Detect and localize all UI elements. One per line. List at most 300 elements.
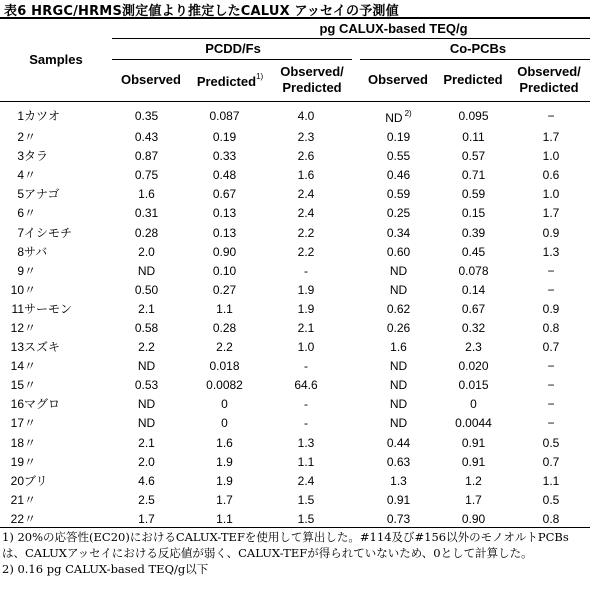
- pcb-observed-cell: [360, 491, 437, 510]
- row-number: 2: [17, 130, 24, 145]
- cell-value: −: [547, 397, 555, 412]
- unit-rule: [112, 38, 590, 39]
- cell-value: 0.39: [461, 225, 486, 240]
- pcdd-observed-cell: 0.58: [134, 320, 159, 335]
- pcdd-observed-cell: 0.87: [134, 149, 159, 164]
- cell-value: 1.7: [542, 130, 560, 145]
- pcb-observed-cell: [360, 376, 437, 395]
- pcb-ratio-cell: [510, 319, 590, 338]
- sample-name: 〃: [24, 378, 37, 393]
- column-gap: [348, 185, 360, 204]
- sample-name: カツオ: [24, 108, 61, 123]
- sample-name: スズキ: [24, 340, 61, 355]
- column-gap: [348, 395, 360, 414]
- pcdd-ratio-cell: 2.2: [297, 244, 315, 259]
- pcb-observed-cell: [360, 128, 437, 147]
- cell-value: ND: [389, 378, 408, 393]
- pcdd-predicted-cell: 0.33: [212, 149, 237, 164]
- pcdd-observed-cell: 0.43: [134, 130, 159, 145]
- pcb-ratio-cell: [510, 376, 590, 395]
- cell-value: ND: [389, 416, 408, 431]
- pcdd-predicted-cell: 1.6: [216, 435, 233, 450]
- pcb-predicted-cell: [437, 104, 510, 128]
- pcb-predicted-cell: [437, 147, 510, 166]
- bottom-rule: [0, 527, 590, 528]
- row-number: 13: [10, 340, 24, 355]
- pcdd-predicted-cell: 0: [221, 397, 228, 412]
- sample-name: マグロ: [24, 397, 61, 412]
- pcb-predicted-cell: [437, 338, 510, 357]
- pcdd-observed-cell: 1.7: [138, 511, 155, 526]
- pcb-predicted-cell: [437, 491, 510, 510]
- pcb-ratio-cell: [510, 243, 590, 262]
- pcdd-ratio-cell: 2.2: [297, 225, 315, 240]
- cell-value: 0.5: [542, 435, 560, 450]
- pcb-predicted-cell: [437, 414, 510, 433]
- pcdd-ratio-cell: 64.6: [294, 378, 318, 393]
- pcb-observed-cell: [360, 472, 437, 491]
- pcb-ratio-cell: [510, 147, 590, 166]
- pcdd-observed-cell: 2.0: [138, 454, 155, 469]
- pcdd-observed-cell: ND: [137, 359, 156, 374]
- pcdd-predicted-cell: 0.018: [209, 359, 240, 374]
- column-gap: [348, 414, 360, 433]
- cell-value: 0: [470, 397, 477, 412]
- cell-value: 0.32: [461, 320, 486, 335]
- cell-value: 0.7: [542, 454, 560, 469]
- pcb-observed-cell: [360, 243, 437, 262]
- pcb-ratio-cell: [510, 104, 590, 128]
- pcb-predicted-cell: [437, 223, 510, 242]
- table-row: [0, 338, 590, 357]
- footnote-2: 2) 0.16 pg CALUX-based TEQ/g以下: [2, 562, 209, 576]
- cell-value: ND: [389, 282, 408, 297]
- pcdd-ratio-cell: 2.3: [297, 130, 315, 145]
- cell-value: 0.71: [461, 168, 486, 183]
- top-rule: [0, 17, 590, 19]
- pcb-predicted-cell: [437, 472, 510, 491]
- pcdd-observed-cell: 0.35: [134, 108, 159, 123]
- cell-value: 0.63: [386, 454, 411, 469]
- pcb-ratio-cell: [510, 128, 590, 147]
- table-row: [0, 223, 590, 242]
- column-gap: [348, 281, 360, 300]
- pcdd-observed-cell: 0.31: [134, 206, 159, 221]
- pcdd-observed-cell: 0.53: [134, 378, 159, 393]
- row-number: 19: [10, 454, 24, 469]
- pcb-ratio-cell: [510, 472, 590, 491]
- sample-name: アナゴ: [24, 187, 60, 202]
- table-row: [0, 204, 590, 223]
- pcdd-ratio-line2: Predicted: [282, 80, 342, 95]
- cell-value: 1.1: [542, 473, 560, 488]
- cell-value: ND: [389, 263, 408, 278]
- cell-value: 0.55: [386, 149, 411, 164]
- pcdd-ratio-cell: 1.5: [297, 492, 315, 507]
- pcb-predicted-cell: [437, 395, 510, 414]
- pcb-observed-cell: [360, 453, 437, 472]
- pcdd-observed-cell: ND: [137, 416, 156, 431]
- pcb-observed-cell: [360, 281, 437, 300]
- pcdd-observed-cell: 2.0: [138, 244, 155, 259]
- cell-value: −: [547, 263, 555, 278]
- pcdd-observed-cell: 2.5: [138, 492, 155, 507]
- cell-value: 0.57: [461, 149, 486, 164]
- pcdd-ratio-cell: 1.6: [297, 168, 315, 183]
- cell-value: 0.26: [386, 320, 411, 335]
- pcb-predicted-cell: [437, 166, 510, 185]
- pcdd-group-header: PCDD/Fs: [205, 41, 261, 56]
- footnote-1: 1) 20%の応答性(EC20)におけるCALUX-TEFを使用して算出した。#114及び#156以外のモノオルトPCBsは、CALUXアッセイにおける反応値が弱く、CALUX-TEFが得られていないため、0として計算した。: [2, 530, 569, 560]
- pcdd-ratio-cell: 1.3: [297, 435, 315, 450]
- sample-name: 〃: [24, 492, 37, 507]
- cell-value: 0.59: [386, 187, 411, 202]
- cell-value: 0.90: [461, 511, 486, 526]
- unit-header: pg CALUX-based TEQ/g: [319, 21, 468, 36]
- sample-name: サバ: [24, 244, 48, 259]
- pcb-observed-cell: [360, 204, 437, 223]
- pcb-ratio-cell: [510, 300, 590, 319]
- pcdd-predicted-header: [190, 72, 270, 89]
- sample-name: 〃: [24, 263, 37, 278]
- sample-name: 〃: [24, 168, 37, 183]
- column-gap: [348, 128, 360, 147]
- row-number: 21: [10, 492, 24, 507]
- pcb-ratio-cell: [510, 434, 590, 453]
- column-gap: [348, 491, 360, 510]
- pcb-observed-cell: [360, 414, 437, 433]
- pcb-observed-cell: [360, 223, 437, 242]
- pcb-observed-cell: [360, 357, 437, 376]
- table-row: [0, 491, 590, 510]
- column-gap: [348, 357, 360, 376]
- pcdd-observed-cell: 0.28: [134, 225, 159, 240]
- pcdd-predicted-cell: 0.67: [212, 187, 237, 202]
- cell-value: −: [547, 378, 555, 393]
- pcb-ratio-cell: [510, 281, 590, 300]
- pcb-predicted-cell: [437, 319, 510, 338]
- pcdd-predicted-cell: 0.087: [209, 108, 240, 123]
- sample-name: 〃: [24, 454, 37, 469]
- pcdd-ratio-cell: 4.0: [297, 108, 315, 123]
- column-gap: [348, 434, 360, 453]
- row-number: 10: [10, 282, 24, 297]
- header-bottom-rule: [0, 101, 590, 102]
- pcb-ratio-cell: [510, 185, 590, 204]
- pcb-ratio-cell: [510, 204, 590, 223]
- cell-value: −: [547, 282, 555, 297]
- pcdd-predicted-cell: 0.27: [212, 282, 237, 297]
- pcdd-ratio-cell: -: [304, 416, 308, 431]
- pcb-ratio-cell: [510, 395, 590, 414]
- pcb-observed-header: Observed: [368, 72, 428, 87]
- cell-value: ND: [385, 111, 403, 125]
- pcb-ratio-cell: [510, 491, 590, 510]
- nd-footnote-marker: 2): [404, 109, 412, 118]
- sample-name: 〃: [24, 130, 37, 145]
- cell-value: 0.7: [542, 340, 560, 355]
- cell-value: 0.9: [542, 301, 560, 316]
- pcb-group-header: Co-PCBs: [449, 41, 507, 56]
- row-number: 14: [10, 359, 24, 374]
- cell-value: 0.0044: [455, 416, 492, 431]
- pcdd-predicted-cell: 0.19: [212, 130, 237, 145]
- table-row: [0, 414, 590, 433]
- cell-value: 0.59: [461, 187, 486, 202]
- sample-name: サーモン: [24, 301, 73, 316]
- cell-value: 0.73: [386, 511, 411, 526]
- pcdd-ratio-cell: 1.1: [297, 454, 315, 469]
- pcb-predicted-cell: [437, 243, 510, 262]
- cell-value: 0.5: [542, 492, 560, 507]
- pcb-ratio-cell: [510, 453, 590, 472]
- cell-value: 0.8: [542, 320, 560, 335]
- pcdd-observed-cell: 0.50: [134, 282, 159, 297]
- cell-value: 0.34: [386, 225, 411, 240]
- cell-value: −: [547, 416, 555, 431]
- pcdd-predicted-cell: 1.9: [216, 473, 233, 488]
- pcb-observed-cell: [360, 395, 437, 414]
- pcdd-observed-cell: 2.1: [138, 435, 155, 450]
- table-row: [0, 319, 590, 338]
- cell-value: −: [547, 108, 555, 123]
- pcdd-ratio-cell: 1.0: [297, 340, 315, 355]
- pcdd-predicted-cell: 0.10: [212, 263, 237, 278]
- sample-name: タラ: [24, 149, 49, 164]
- row-number: 18: [10, 435, 24, 450]
- pcdd-predicted-cell: 0.13: [212, 225, 237, 240]
- cell-value: 1.7: [542, 206, 560, 221]
- pcdd-observed-cell: 0.75: [134, 168, 159, 183]
- pcdd-predicted-cell: 1.1: [216, 511, 233, 526]
- column-gap: [348, 300, 360, 319]
- column-gap: [348, 147, 360, 166]
- cell-value: 1.3: [542, 244, 560, 259]
- table-row: [0, 185, 590, 204]
- pcb-observed-cell: [360, 262, 437, 281]
- pcb-predicted-cell: [437, 376, 510, 395]
- pcb-observed-cell: [360, 300, 437, 319]
- table-row: [0, 128, 590, 147]
- cell-value: 0.095: [458, 108, 489, 123]
- table-row: [0, 262, 590, 281]
- pcdd-ratio-cell: -: [304, 359, 308, 374]
- column-gap: [348, 338, 360, 357]
- cell-value: −: [547, 359, 555, 374]
- column-gap: [348, 262, 360, 281]
- column-gap: [348, 104, 360, 128]
- table-row: [0, 395, 590, 414]
- column-gap: [348, 453, 360, 472]
- table-row: [0, 300, 590, 319]
- row-number: 20: [10, 473, 24, 488]
- cell-value: 0.46: [386, 168, 411, 183]
- column-gap: [348, 243, 360, 262]
- pcb-predicted-header: Predicted: [443, 72, 503, 87]
- row-number: 5: [17, 187, 24, 202]
- pcb-observed-cell: [360, 319, 437, 338]
- cell-value: 1.3: [390, 473, 407, 488]
- pcdd-predicted-cell: 0.13: [212, 206, 237, 221]
- column-gap: [348, 376, 360, 395]
- pcb-ratio-cell: [510, 262, 590, 281]
- pcdd-group-rule: [112, 59, 352, 60]
- pcb-predicted-cell: [437, 281, 510, 300]
- pcb-ratio-line1: Observed/: [517, 64, 581, 79]
- pcdd-ratio-cell: 1.9: [297, 282, 315, 297]
- pcdd-ratio-cell: 2.4: [297, 187, 315, 202]
- cell-value: 0.25: [386, 206, 411, 221]
- pcb-group-rule: [360, 59, 590, 60]
- pcb-predicted-cell: [437, 434, 510, 453]
- results-table: [0, 104, 590, 529]
- pcb-observed-cell: [360, 185, 437, 204]
- table-row: [0, 104, 590, 128]
- cell-value: 0.91: [461, 454, 486, 469]
- column-gap: [348, 223, 360, 242]
- column-gap: [348, 319, 360, 338]
- table-row: [0, 357, 590, 376]
- pcdd-observed-cell: 2.2: [138, 340, 155, 355]
- pcb-ratio-line2: Predicted: [519, 80, 579, 95]
- pcdd-ratio-cell: 1.5: [297, 511, 315, 526]
- pcdd-observed-cell: 2.1: [138, 301, 155, 316]
- column-gap: [348, 472, 360, 491]
- cell-value: 0.60: [386, 244, 411, 259]
- predicted-footnote-marker: 1): [256, 72, 264, 81]
- pcdd-ratio-cell: 2.6: [297, 149, 315, 164]
- row-number: 15: [10, 378, 24, 393]
- cell-value: 0.8: [542, 511, 560, 526]
- row-number: 1: [17, 108, 24, 123]
- cell-value: 1.6: [390, 340, 407, 355]
- sample-name: 〃: [24, 282, 37, 297]
- pcdd-observed-cell: ND: [137, 397, 156, 412]
- cell-value: 0.91: [461, 435, 486, 450]
- table-row: [0, 434, 590, 453]
- cell-value: 1.2: [465, 473, 482, 488]
- pcdd-observed-header: Observed: [121, 72, 181, 87]
- pcb-ratio-cell: [510, 414, 590, 433]
- table-title: 表6 HRGC/HRMS測定値より推定したCALUX アッセイの予測値: [4, 4, 399, 19]
- cell-value: 1.0: [542, 187, 560, 202]
- row-number: 17: [10, 416, 24, 431]
- pcb-ratio-cell: [510, 166, 590, 185]
- cell-value: 0.62: [386, 301, 411, 316]
- table-row: [0, 472, 590, 491]
- pcdd-predicted-cell: 0.28: [212, 320, 237, 335]
- pcdd-predicted-cell: 0.90: [212, 244, 237, 259]
- pcb-observed-cell: [360, 434, 437, 453]
- sample-name: 〃: [24, 359, 37, 374]
- cell-value: 0.11: [462, 130, 485, 145]
- pcb-predicted-cell: [437, 300, 510, 319]
- pcdd-predicted-cell: 1.7: [216, 492, 233, 507]
- pcb-predicted-cell: [437, 185, 510, 204]
- pcdd-ratio-cell: 2.4: [297, 473, 315, 488]
- pcb-observed-cell: [360, 338, 437, 357]
- sample-name: 〃: [24, 416, 37, 431]
- sample-name: 〃: [24, 435, 37, 450]
- pcdd-ratio-header: [270, 64, 354, 96]
- sample-name: 〃: [24, 320, 37, 335]
- pcdd-predicted-label: Predicted: [196, 74, 257, 89]
- pcdd-predicted-cell: 0.0082: [206, 378, 243, 393]
- table-row: [0, 453, 590, 472]
- table-row: [0, 147, 590, 166]
- row-number: 3: [17, 149, 24, 164]
- pcb-observed-cell: [360, 147, 437, 166]
- pcdd-predicted-cell: 1.9: [216, 454, 233, 469]
- cell-value: 0.078: [458, 263, 489, 278]
- pcdd-predicted-cell: 0.48: [212, 168, 237, 183]
- row-number: 9: [17, 263, 24, 278]
- cell-value: 2.3: [465, 340, 482, 355]
- cell-value: 0.44: [386, 435, 411, 450]
- cell-value: 0.67: [461, 301, 486, 316]
- cell-value: 0.19: [386, 130, 411, 145]
- cell-value: 1.7: [465, 492, 482, 507]
- row-number: 4: [17, 168, 24, 183]
- pcdd-ratio-cell: 2.1: [297, 320, 315, 335]
- row-number: 12: [10, 320, 24, 335]
- sample-name: イシモチ: [24, 225, 73, 240]
- pcdd-predicted-cell: 1.1: [216, 301, 233, 316]
- cell-value: 0.020: [458, 359, 489, 374]
- pcb-predicted-cell: [437, 453, 510, 472]
- table-row: [0, 166, 590, 185]
- cell-value: 0.91: [386, 492, 411, 507]
- pcb-predicted-cell: [437, 357, 510, 376]
- row-number: 16: [10, 397, 24, 412]
- cell-value: 1.0: [542, 149, 560, 164]
- pcdd-ratio-line1: Observed/: [280, 64, 344, 79]
- footnotes: [2, 529, 588, 577]
- sample-name: 〃: [24, 206, 37, 221]
- pcdd-observed-cell: ND: [137, 263, 156, 278]
- pcdd-ratio-cell: 1.9: [297, 301, 315, 316]
- cell-value: 0.015: [458, 378, 489, 393]
- column-gap: [348, 166, 360, 185]
- cell-value: 0.15: [461, 206, 486, 221]
- pcdd-predicted-cell: 0: [221, 416, 228, 431]
- cell-value: ND: [389, 397, 408, 412]
- pcb-predicted-cell: [437, 128, 510, 147]
- pcb-ratio-cell: [510, 223, 590, 242]
- pcb-predicted-cell: [437, 204, 510, 223]
- pcdd-ratio-cell: -: [304, 397, 308, 412]
- sample-name: ブリ: [24, 473, 48, 488]
- pcb-predicted-cell: [437, 262, 510, 281]
- pcb-ratio-header: [508, 64, 590, 96]
- table-row: [0, 243, 590, 262]
- row-number: 6: [17, 206, 24, 221]
- table-row: [0, 376, 590, 395]
- pcdd-ratio-cell: 2.4: [297, 206, 315, 221]
- row-number: 22: [10, 511, 24, 526]
- cell-value: 0.9: [542, 225, 560, 240]
- samples-header: Samples: [29, 52, 83, 67]
- pcdd-observed-cell: 1.6: [138, 187, 155, 202]
- cell-value: 0.6: [542, 168, 560, 183]
- cell-value: 0.14: [461, 282, 486, 297]
- column-gap: [348, 204, 360, 223]
- pcb-observed-cell: [360, 166, 437, 185]
- row-number: 8: [17, 244, 24, 259]
- sample-name: 〃: [24, 511, 37, 526]
- row-number: 7: [17, 225, 24, 240]
- pcdd-predicted-cell: 2.2: [216, 340, 233, 355]
